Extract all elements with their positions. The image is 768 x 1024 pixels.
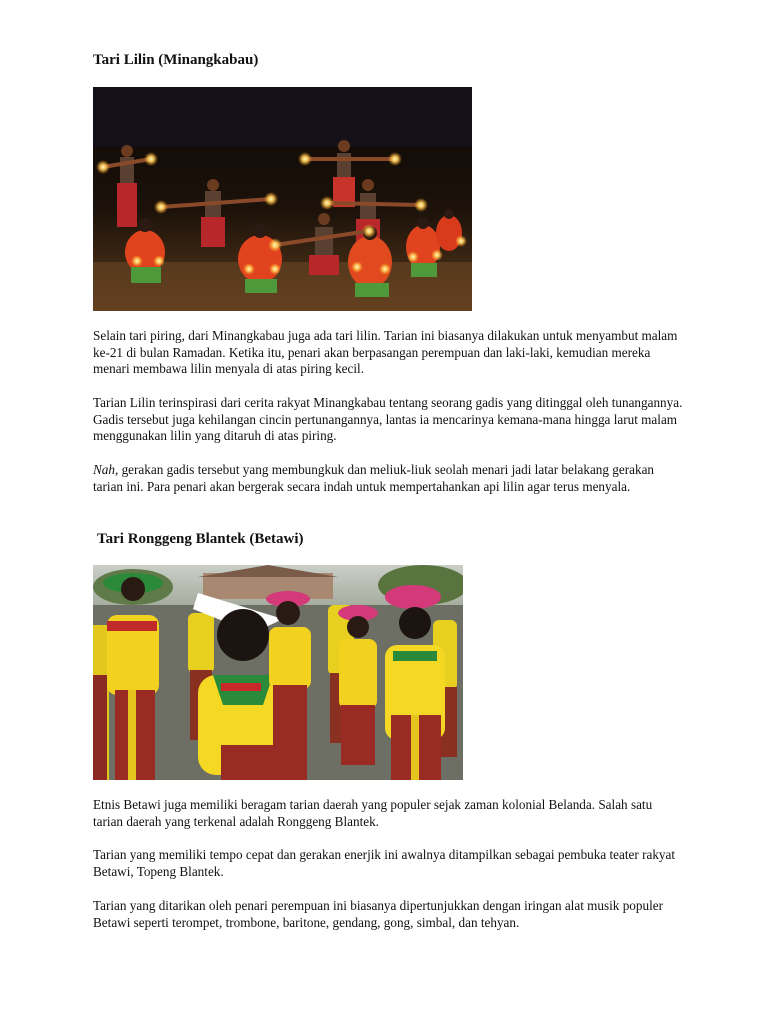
ronggeng-blantek-paragraph-2: Tarian yang memiliki tempo cepat dan gerakan enerjik ini awalnya ditampilkan sebagai pembuka teater rakyat Betawi, Topeng Blantek.: [93, 847, 676, 879]
tari-lilin-paragraph-3: [93, 462, 683, 495]
section-heading-tari-lilin: Tari Lilin (Minangkabau): [93, 52, 259, 68]
ronggeng-blantek-photo: [93, 565, 463, 780]
section-heading-ronggeng-blantek: Tari Ronggeng Blantek (Betawi): [97, 531, 304, 547]
tari-lilin-paragraph-1: Selain tari piring, dari Minangkabau juga ada tari lilin. Tarian ini biasanya dilakukan untuk menyambut malam ke-21 di bulan Ramadan. Ketika itu, penari akan berpasangan perempuan dan laki-laki, kemudian mereka menari membawa lilin menyala di atas piring kecil.: [93, 328, 678, 377]
italic-interjection: Nah,: [93, 462, 119, 477]
paragraph-3-text: gerakan gadis tersebut yang membungkuk dan meliuk-liuk seolah menari jadi latar belakang gerakan tarian ini. Para penari akan bergerak secara indah untuk mempertahankan api lilin agar terus menyala.: [93, 462, 655, 494]
ronggeng-blantek-paragraph-3: Tarian yang ditarikan oleh penari perempuan ini biasanya dipertunjukkan dengan iringan alat musik populer Betawi seperti terompet, trombone, baritone, gendang, gong, simbal, dan tehyan.: [93, 898, 663, 930]
tari-lilin-paragraph-2: Tarian Lilin terinspirasi dari cerita rakyat Minangkabau tentang seorang gadis yang ditinggal oleh tunangannya. Gadis tersebut juga kehilangan cincin pertunangannya, lantas ia mencarinya kemana-mana hingga larut malam menggunakan lilin yang ditaruh di atas piring.: [93, 395, 683, 444]
ronggeng-blantek-paragraph-1: Etnis Betawi juga memiliki beragam tarian daerah yang populer sejak zaman kolonial Belanda. Salah satu tarian daerah yang terkenal adalah Ronggeng Blantek.: [93, 797, 653, 829]
tari-lilin-photo: [93, 87, 472, 311]
